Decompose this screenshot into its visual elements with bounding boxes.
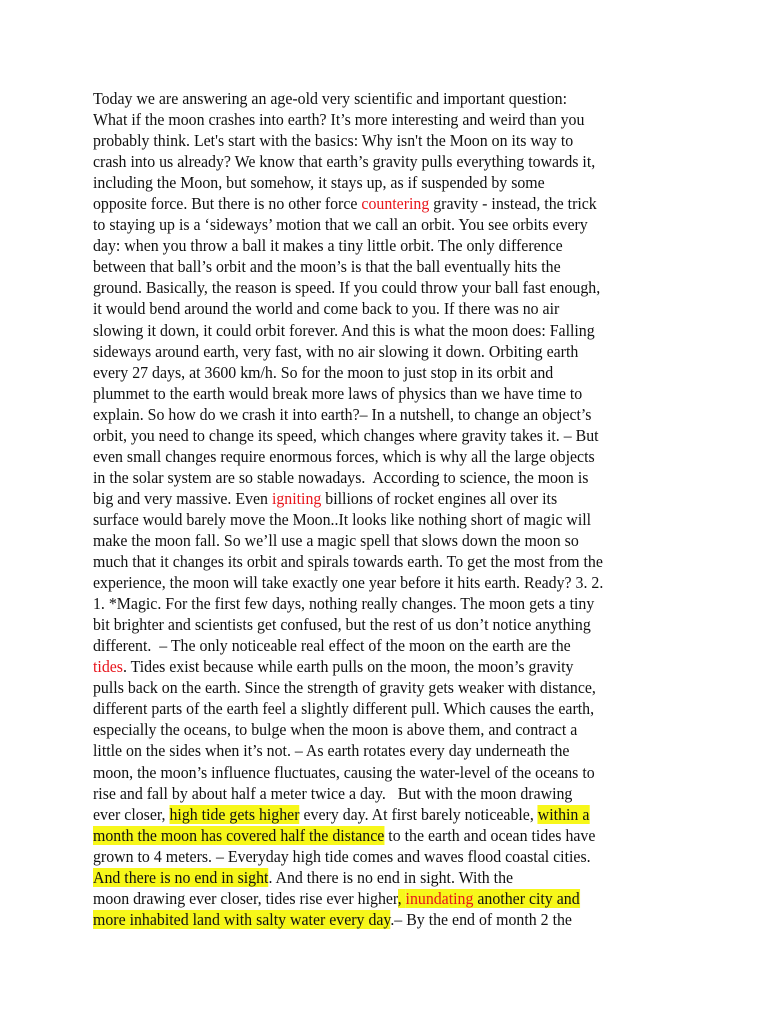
text-line bbox=[93, 362, 674, 383]
text-run: ever closer, bbox=[93, 804, 170, 824]
highlighted-text: more inhabited land with salty water every day bbox=[93, 909, 391, 929]
text-line bbox=[93, 425, 674, 446]
text-run: opposite force. But there is no other force bbox=[93, 194, 362, 214]
text-line bbox=[93, 509, 674, 530]
red-word: countering bbox=[361, 194, 430, 214]
text-run: every day. At first barely noticeable, bbox=[299, 804, 538, 824]
article-text bbox=[93, 88, 693, 930]
text-line bbox=[93, 109, 674, 130]
text-line bbox=[93, 214, 674, 235]
text-run: Today we are answering an age-old very scientific and important question: bbox=[93, 89, 567, 108]
text-line bbox=[93, 193, 674, 214]
text-run: to the earth and ocean tides have bbox=[384, 825, 596, 845]
text-line bbox=[93, 719, 674, 740]
text-line bbox=[93, 404, 674, 425]
text-run: especially the oceans, to bulge when the moon is above them, and contract a bbox=[93, 720, 578, 740]
text-run: between that ball’s orbit and the moon’s is that the ball eventually hits the bbox=[93, 257, 561, 277]
text-run: every 27 days, at 3600 km/h. So for the moon to just stop in its orbit and bbox=[93, 362, 554, 382]
text-line bbox=[93, 909, 674, 930]
red-word: igniting bbox=[271, 488, 322, 508]
text-run: experience, the moon will take exactly one year before it hits earth. Ready? 3. 2. bbox=[93, 573, 604, 593]
text-line bbox=[93, 488, 674, 509]
text-run: to staying up is a ‘sideways’ motion that we call an orbit. You see orbits every bbox=[93, 215, 588, 235]
text-run: crash into us already? We know that earth’s gravity pulls everything towards it, bbox=[93, 152, 596, 172]
text-line bbox=[93, 888, 674, 909]
highlighted-text: high tide gets higher bbox=[169, 804, 300, 824]
text-run: bit brighter and scientists get confused, but the rest of us don’t notice anything bbox=[93, 615, 591, 635]
text-run: .– By the end of month 2 the bbox=[390, 909, 572, 929]
text-run: much that it changes its orbit and spirals towards earth. To get the most from the bbox=[93, 552, 603, 572]
text-run: even small changes require enormous forces, which is why all the large objects bbox=[93, 446, 595, 466]
text-line bbox=[93, 783, 674, 804]
text-run: sideways around earth, very fast, with no air slowing it down. Orbiting earth bbox=[93, 341, 579, 361]
text-run: day: when you throw a ball it makes a tiny little orbit. The only difference bbox=[93, 236, 563, 256]
text-line bbox=[93, 341, 674, 362]
text-run: slowing it down, it could orbit forever. And this is what the moon does: Falling bbox=[93, 320, 595, 340]
text-run: orbit, you need to change its speed, which changes where gravity takes it. – But bbox=[93, 425, 599, 445]
text-run: rise and fall by about half a meter twice a day. But with the moon drawing bbox=[93, 783, 573, 803]
text-line bbox=[93, 446, 674, 467]
text-line bbox=[93, 572, 674, 593]
text-run: little on the sides when it’s not. – As earth rotates every day underneath the bbox=[93, 741, 570, 761]
text-run: it would bend around the world and come back to you. If there was no air bbox=[93, 299, 560, 319]
text-line bbox=[93, 593, 674, 614]
text-run: . And there is no end in sight. With the bbox=[268, 867, 514, 887]
text-run: moon, the moon’s influence fluctuates, causing the water-level of the oceans to bbox=[93, 762, 595, 782]
text-line bbox=[93, 130, 674, 151]
text-line bbox=[93, 256, 674, 277]
text-line bbox=[93, 467, 674, 488]
text-line bbox=[93, 740, 674, 761]
highlighted-text: And there is no end in sight bbox=[93, 867, 269, 887]
text-line bbox=[93, 320, 674, 341]
text-run: plummet to the earth would break more laws of physics than we have time to bbox=[93, 383, 583, 403]
highlighted-text: month the moon has covered half the distance bbox=[93, 825, 385, 845]
text-line bbox=[93, 804, 674, 825]
text-line bbox=[93, 298, 674, 319]
highlighted-text: , bbox=[397, 888, 406, 908]
text-run: moon drawing ever closer, tides rise ever higher bbox=[93, 888, 398, 908]
text-line bbox=[93, 277, 674, 298]
text-run: probably think. Let's start with the basics: Why isn't the Moon on its way to bbox=[93, 131, 574, 151]
text-line bbox=[93, 656, 674, 677]
highlighted-text: another city and bbox=[473, 888, 580, 908]
text-line bbox=[93, 235, 674, 256]
highlighted-text: within a bbox=[537, 804, 590, 824]
text-line bbox=[93, 614, 674, 635]
text-line bbox=[93, 698, 674, 719]
text-run: in the solar system are so stable nowadays. According to science, the moon is bbox=[93, 467, 589, 487]
text-run: different parts of the earth feel a slightly different pull. Which causes the earth, bbox=[93, 699, 595, 719]
text-line bbox=[93, 551, 674, 572]
text-line bbox=[93, 867, 674, 888]
text-run: including the Moon, but somehow, it stays up, as if suspended by some bbox=[93, 173, 545, 193]
text-run: gravity - instead, the trick bbox=[429, 194, 597, 214]
text-run: surface would barely move the Moon..It looks like nothing short of magic will bbox=[93, 509, 592, 529]
text-run: make the moon fall. So we’ll use a magic spell that slows down the moon so bbox=[93, 530, 579, 550]
text-line bbox=[93, 383, 674, 404]
text-line bbox=[93, 762, 674, 783]
text-run: explain. So how do we crash it into earth?– In a nutshell, to change an object’s bbox=[93, 404, 592, 424]
text-line bbox=[93, 635, 674, 656]
text-line bbox=[93, 677, 674, 698]
text-run: big and very massive. Even bbox=[93, 488, 272, 508]
text-run: ground. Basically, the reason is speed. If you could throw your ball fast enough, bbox=[93, 278, 601, 298]
text-line bbox=[93, 88, 674, 109]
text-line bbox=[93, 151, 674, 172]
text-line bbox=[93, 846, 674, 867]
text-line bbox=[93, 825, 674, 846]
text-run: billions of rocket engines all over its bbox=[321, 488, 558, 508]
text-run: pulls back on the earth. Since the strength of gravity gets weaker with distance, bbox=[93, 678, 596, 698]
text-run: . Tides exist because while earth pulls on the moon, the moon’s gravity bbox=[122, 657, 574, 677]
text-run: different. – The only noticeable real effect of the moon on the earth are the bbox=[93, 636, 571, 656]
text-run: What if the moon crashes into earth? It’s more interesting and weird than you bbox=[93, 110, 585, 130]
text-run: grown to 4 meters. – Everyday high tide comes and waves flood coastal cities. bbox=[93, 846, 591, 866]
text-run: 1. *Magic. For the first few days, nothing really changes. The moon gets a tiny bbox=[93, 594, 595, 614]
text-line bbox=[93, 172, 674, 193]
highlighted-red-word: inundating bbox=[405, 888, 474, 908]
red-word: tides bbox=[93, 657, 123, 677]
text-line bbox=[93, 530, 674, 551]
